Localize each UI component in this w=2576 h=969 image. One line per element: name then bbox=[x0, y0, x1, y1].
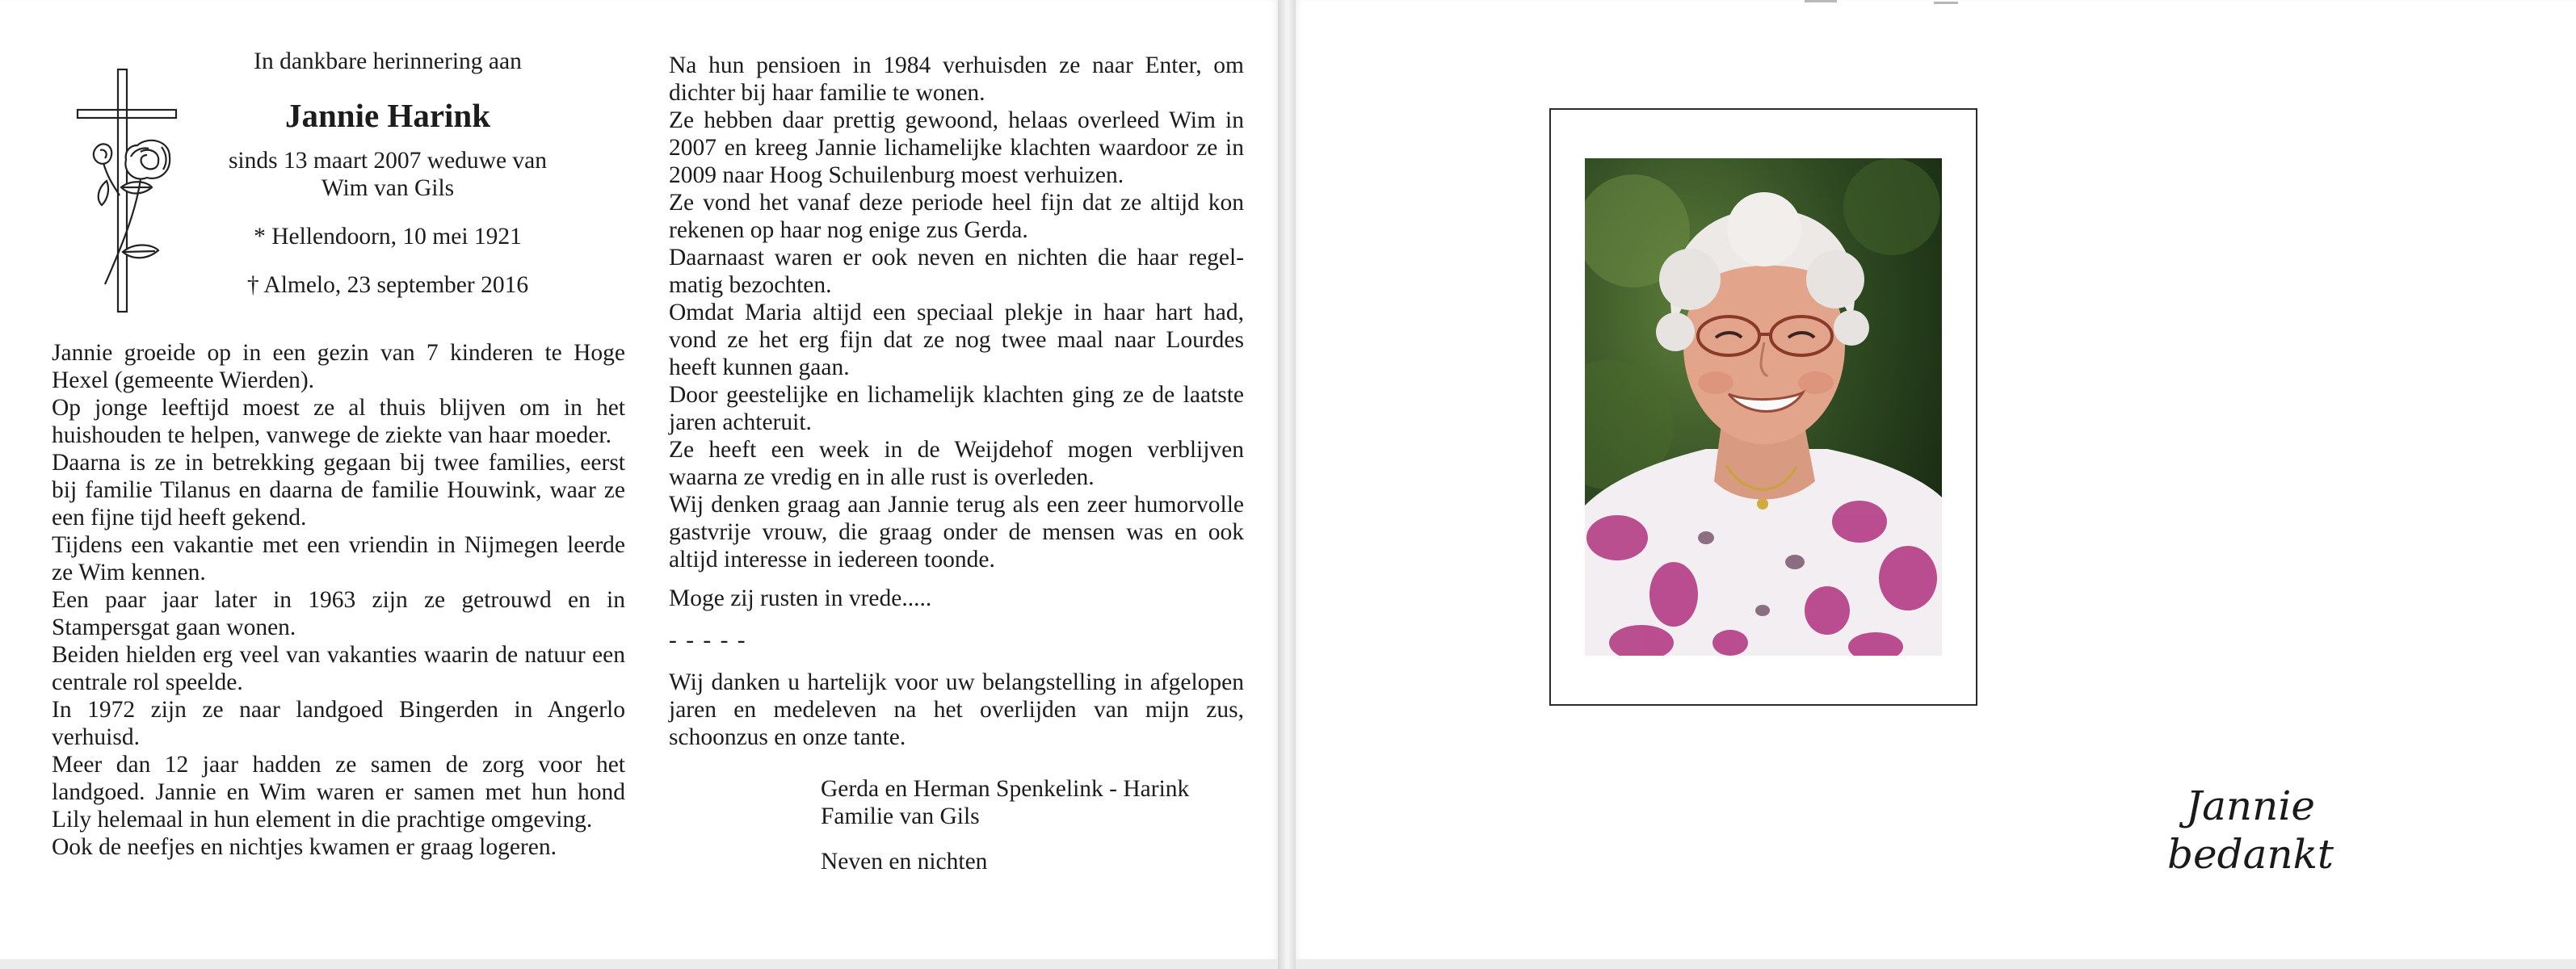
birth-line: * Hellendoorn, 10 mei 1921 bbox=[254, 224, 522, 250]
signer-line: Familie van Gils bbox=[821, 803, 980, 829]
biography-paragraph: Door geestelijke en lichamelijk klachten ging ze de laatste jaren achteruit. bbox=[669, 382, 1244, 435]
widow-line-1: sinds 13 maart 2007 weduwe van bbox=[228, 148, 548, 174]
deceased-name: Jannie Harink bbox=[284, 97, 491, 134]
intro-line: In dankbare herinnering aan bbox=[254, 48, 522, 74]
death-line: † Almelo, 23 september 2016 bbox=[246, 272, 529, 298]
cross-with-rose-icon bbox=[74, 66, 179, 318]
left-page bbox=[0, 0, 1278, 959]
biography-paragraph: Omdat Maria altijd een speciaal plekje in haar hart had, vond ze het erg fijn dat ze nog twee maal naar Lourdes heeft kunnen gaan. bbox=[669, 300, 1244, 380]
biography-paragraph: Een paar jaar later in 1963 zijn ze getrouwd en in Stampersgat gaan wonen. bbox=[52, 587, 625, 640]
signer-line: Gerda en Herman Spenkelink - Harink bbox=[821, 776, 1190, 802]
biography-paragraph: Op jonge leeftijd moest ze al thuis blijven om in het huishouden te helpen, vanwege de ziekte van haar moeder. bbox=[52, 395, 625, 448]
biography-paragraph: Beiden hielden erg veel van vakanties waarin de natuur een centrale rol speelde. bbox=[52, 642, 625, 695]
biography-paragraph: Ze heeft een week in de Weijdehof mogen verblijven waarna ze vredig en in alle rust is overleden. bbox=[669, 437, 1244, 490]
card-fold bbox=[1278, 0, 1296, 969]
biography-paragraph: Daarna is ze in betrekking gegaan bij twee families, eerst bij familie Tilanus en daarna de familie Houwink, waar ze een fijne tijd heeft gekend. bbox=[52, 450, 625, 531]
biography-paragraph: Meer dan 12 jaar hadden ze samen de zorg voor het landgoed. Jannie en Wim waren er samen met hun hond Lily helemaal in hun element in die prachtige omgeving. bbox=[52, 752, 625, 833]
signers bbox=[821, 775, 1244, 875]
header-block bbox=[194, 47, 582, 299]
biography-paragraph: Ze hebben daar prettig gewoond, helaas overleed Wim in 2007 en kreeg Jannie lichamelijke klachten waardoor ze in 2009 naar Hoog Schuilenburg moest verhuizen. bbox=[669, 107, 1244, 188]
widow-line-2: Wim van Gils bbox=[321, 175, 455, 201]
biography-paragraph: Wij denken graag aan Jannie terug als een zeer humorvolle gastvrije vrouw, die graag onder de mensen was en ook altijd interesse in iedereen toonde. bbox=[669, 492, 1244, 573]
rest-in-peace-line: Moge zij rusten in vrede..... bbox=[669, 585, 932, 611]
biography-right-column bbox=[669, 52, 1244, 875]
thanks-paragraph: Wij danken u hartelijk voor uw belangstelling in afgelopen jaren en medeleven na het overlijden van mijn zus, schoonzus en onze tante. bbox=[669, 669, 1244, 750]
biography-paragraph: Ze vond het vanaf deze periode heel fijn dat ze altijd kon rekenen op haar nog enige zus Gerda. bbox=[669, 190, 1244, 243]
portrait-illustration bbox=[1585, 158, 1942, 656]
biography-left-column bbox=[52, 339, 625, 861]
biography-paragraph: Tijdens een vakantie met een vriendin in Nijmegen leerde ze Wim kennen. bbox=[52, 532, 625, 585]
portrait-photo bbox=[1585, 158, 1942, 656]
scan-mark bbox=[1805, 0, 1837, 2]
divider: - - - - - bbox=[669, 627, 747, 653]
scan-mark bbox=[1934, 2, 1958, 4]
photo-frame bbox=[1549, 108, 1977, 706]
biography-paragraph: Daarnaast waren er ook neven en nichten die haar regel-matig bezochten. bbox=[669, 245, 1244, 298]
biography-paragraph: Ook de neefjes en nichtjes kwamen er graag logeren. bbox=[52, 834, 557, 860]
biography-paragraph: Jannie groeide op in een gezin van 7 kinderen te Hoge Hexel (gemeente Wierden). bbox=[52, 340, 625, 393]
widow-line bbox=[194, 147, 582, 202]
caption: Jannie bedankt bbox=[2166, 782, 2334, 878]
signer-line: Neven en nichten bbox=[821, 849, 988, 875]
biography-paragraph: In 1972 zijn ze naar landgoed Bingerden in Angerlo verhuisd. bbox=[52, 697, 625, 750]
biography-paragraph: Na hun pensioen in 1984 verhuisden ze naar Enter, om dichter bij haar familie te wonen. bbox=[669, 52, 1244, 106]
